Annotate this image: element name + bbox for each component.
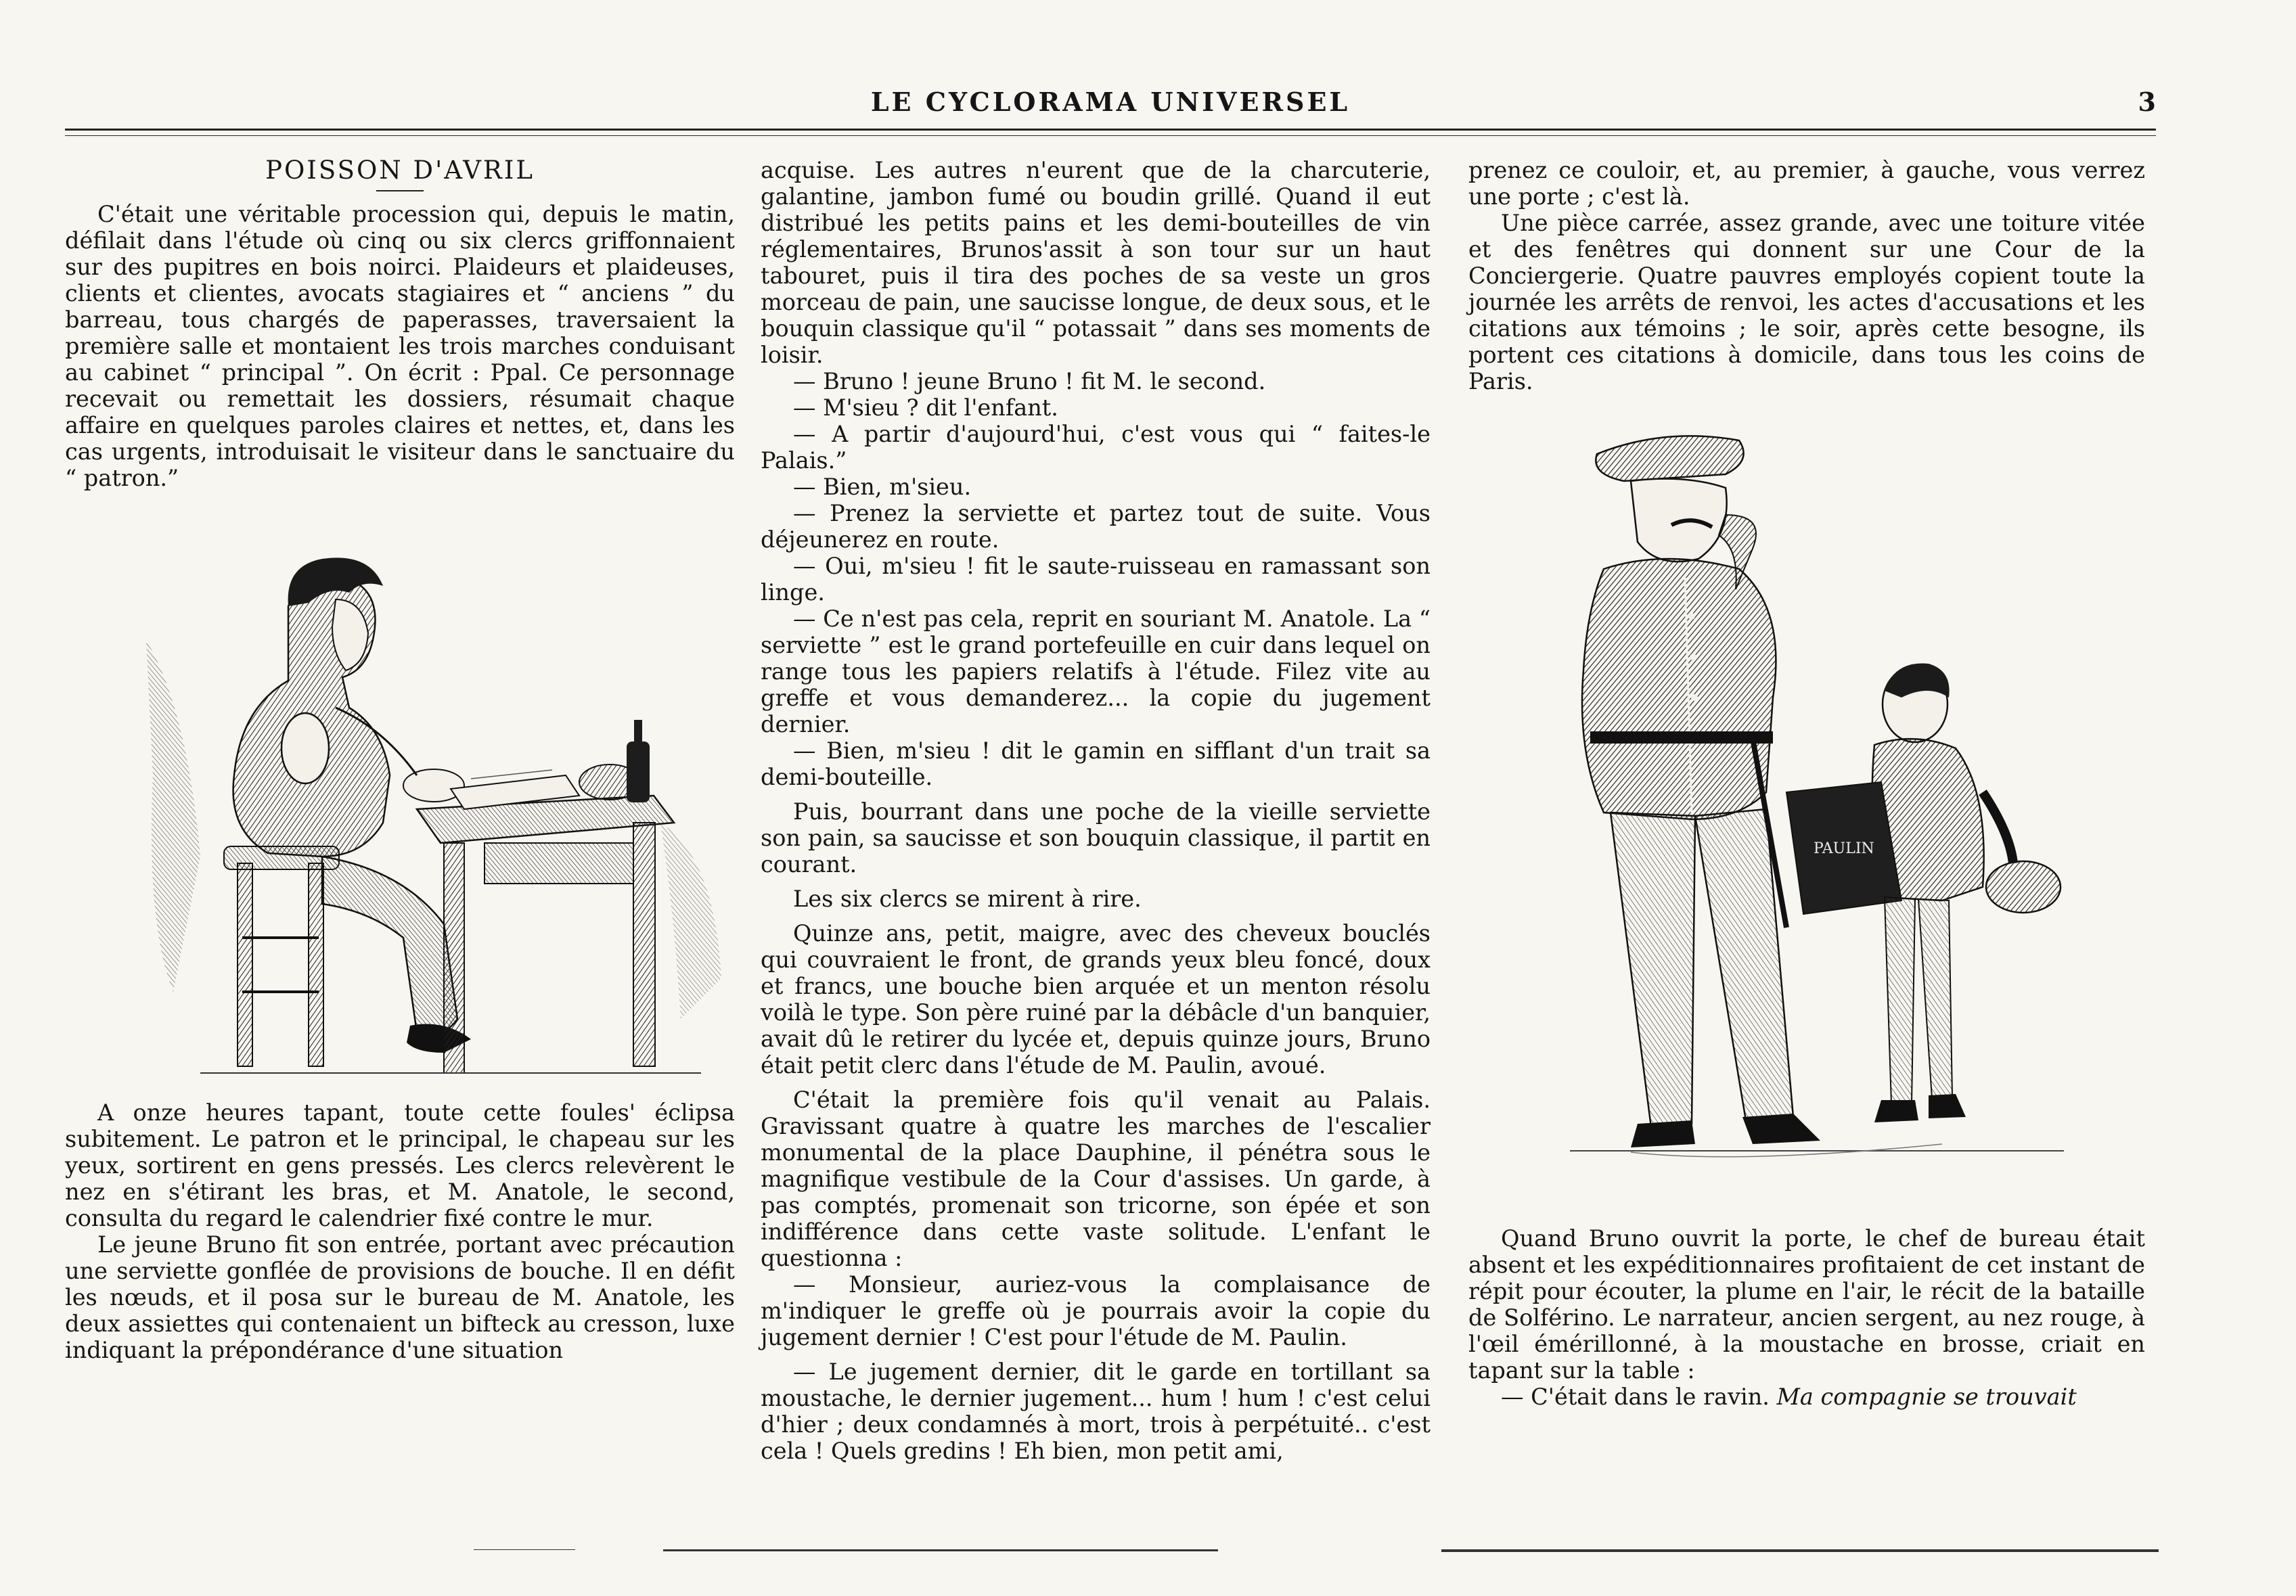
dialogue-line: — Prenez la serviette et partez tout de suite. Vous déjeunerez en route. xyxy=(761,500,1431,553)
paragraph: Quinze ans, petit, maigre, avec des cheveux bouclés qui couvraient le front, de grands yeux bleu foncé, doux et francs, une bouche bien arquée et un menton résolu voilà le type. Son père ruiné par la débâcle d'un banquier, avait dû le retirer du lycée et, depuis quinze jours, Bruno était petit clerc dans l'étude de M. Paulin, avoué. xyxy=(761,920,1431,1078)
dialogue-text: — C'était dans le ravin. xyxy=(1501,1384,1777,1410)
column-1 xyxy=(65,157,735,1363)
paragraph: prenez ce couloir, et, au premier, à gauche, vous verrez une porte ; c'est là. xyxy=(1468,157,2145,210)
dialogue-line: — Monsieur, auriez-vous la complaisance de m'indiquer le greffe où je pourrais avoir la copie du jugement dernier ! C'est pour l'étude de M. Paulin. xyxy=(761,1271,1431,1350)
title-divider xyxy=(376,190,424,191)
dialogue-line: — Bien, m'sieu. xyxy=(793,474,972,500)
footer-rule-right xyxy=(1441,1549,2159,1552)
bag-letters: PAULIN xyxy=(1814,840,1874,857)
page-header xyxy=(65,87,2156,122)
illustration-clerk-eating xyxy=(65,505,735,1097)
paragraph: C'était une véritable procession qui, depuis le matin, défilait dans l'étude où cinq ou six clercs griffonnaient sur des pupitres en bois noirci. Plaideurs et plaideuses, clients et clientes, avocats stagiaires et “ anciens ” du barreau, tous chargés de paperasses, traversaient la première salle et montaient les trois marches conduisant au cabinet “ principal ”. On écrit : Ppal. Ce personnage recevait ou remettait les dossiers, résumait chaque affaire en quelques paroles claires et nettes, et, dans les cas urgents, introduisait le visiteur dans le sanctuaire du “ patron.” xyxy=(65,201,735,491)
clerk-eating-engraving xyxy=(65,505,735,1097)
paragraph: Puis, bourrant dans une poche de la vieille serviette son pain, sa saucisse et son bouquin classique, il partit en courant. xyxy=(761,798,1431,877)
header-rule-bottom xyxy=(65,135,2156,136)
guard-and-boy-engraving xyxy=(1468,413,2145,1212)
paragraph: A onze heures tapant, toute cette foules' éclipsa subitement. Le patron et le principal, le chapeau sur les yeux, sortirent en gens pressés. Les clercs relevèrent le nez en s'étirant les bras, et M. Anatole, le second, consulta du regard le calendrier fixé contre le mur. xyxy=(65,1099,735,1231)
paragraph: Les six clercs se mirent à rire. xyxy=(793,886,1142,912)
article-title: POISSON D'AVRIL xyxy=(265,156,535,185)
dialogue-line: — Bien, m'sieu ! dit le gamin en sifflant d'un trait sa demi-bouteille. xyxy=(761,737,1431,790)
paragraph: acquise. Les autres n'eurent que de la charcuterie, galantine, jambon fumé ou boudin grillé. Quand il eut distribué les petits pains et les demi-bouteilles de vin réglementaires, Brunos'assit à son tour sur un haut tabouret, puis il tira des poches de sa veste un gros morceau de pain, une saucisse longue, de deux sous, et le bouquin classique qu'il “ potassait ” dans ses moments de loisir. xyxy=(761,157,1431,368)
dialogue-line xyxy=(1468,1384,2145,1410)
dialogue-line: — Oui, m'sieu ! fit le saute-ruisseau en ramassant son linge. xyxy=(761,553,1431,606)
column-2 xyxy=(761,157,1431,1464)
dialogue-line: — Le jugement dernier, dit le garde en tortillant sa moustache, le dernier jugement... hum ! hum ! c'est celui d'hier ; deux condamnés à mort, trois à perpétuité.. c'est cela ! Quels gredins ! Eh bien, mon petit ami, xyxy=(761,1359,1431,1464)
illustration-guard-and-boy xyxy=(1468,413,2145,1212)
paragraph: Une pièce carrée, assez grande, avec une toiture vitée et des fenêtres qui donnent sur une Cour de la Conciergerie. Quatre pauvres employés copient toute la journée les arrêts de renvoi, les actes d'accusations et les citations aux témoins ; le soir, après cette besogne, ils portent ces citations à domicile, dans tous les coins de Paris. xyxy=(1468,210,2145,394)
dialogue-line: — M'sieu ? dit l'enfant. xyxy=(793,394,1058,421)
column-3 xyxy=(1468,157,2145,1410)
footer-rule-left xyxy=(474,1549,575,1550)
page-number: 3 xyxy=(2138,87,2156,117)
paragraph: C'était la première fois qu'il venait au Palais. Gravissant quatre à quatre les marches de l'escalier monumental de la place Dauphine, il pénétra sous le magnifique vestibule de la Cour d'assises. Un garde, à pas comptés, promenait son tricorne, son épée et son indifférence dans cette vaste solitude. L'enfant le questionna : xyxy=(761,1087,1431,1271)
paragraph: Le jeune Bruno fit son entrée, portant avec précaution une serviette gonflée de provisions de bouche. Il en défit les nœuds, et il posa sur le bureau de M. Anatole, les deux assiettes qui contenaient un bifteck au cresson, luxe indiquant la prépondérance d'une situation xyxy=(65,1231,735,1363)
dialogue-line: — A partir d'aujourd'hui, c'est vous qui “ faites-le Palais.” xyxy=(761,421,1431,474)
footer-rule-center xyxy=(663,1549,1218,1551)
running-title: LE CYCLORAMA UNIVERSEL xyxy=(870,87,1351,117)
dialogue-line: — Ce n'est pas cela, reprit en souriant M. Anatole. La “ serviette ” est le grand portefeuille en cuir dans lequel on range tous les papiers relatifs à l'étude. Filez vite au greffe et vous demanderez... la copie du jugement dernier. xyxy=(761,606,1431,737)
paragraph: Quand Bruno ouvrit la porte, le chef de bureau était absent et les expéditionnaires profitaient de cet instant de répit pour écouter, la plume en l'air, le récit de la bataille de Solférino. Le narrateur, ancien sergent, au nez rouge, à l'œil émérillonné, à la moustache en brosse, criait en tapant sur la table : xyxy=(1468,1225,2145,1384)
dialogue-line: — Bruno ! jeune Bruno ! fit M. le second. xyxy=(793,368,1266,394)
header-rule-top xyxy=(65,129,2156,131)
dialogue-italic: Ma compagnie se trouvait xyxy=(1776,1384,2077,1410)
